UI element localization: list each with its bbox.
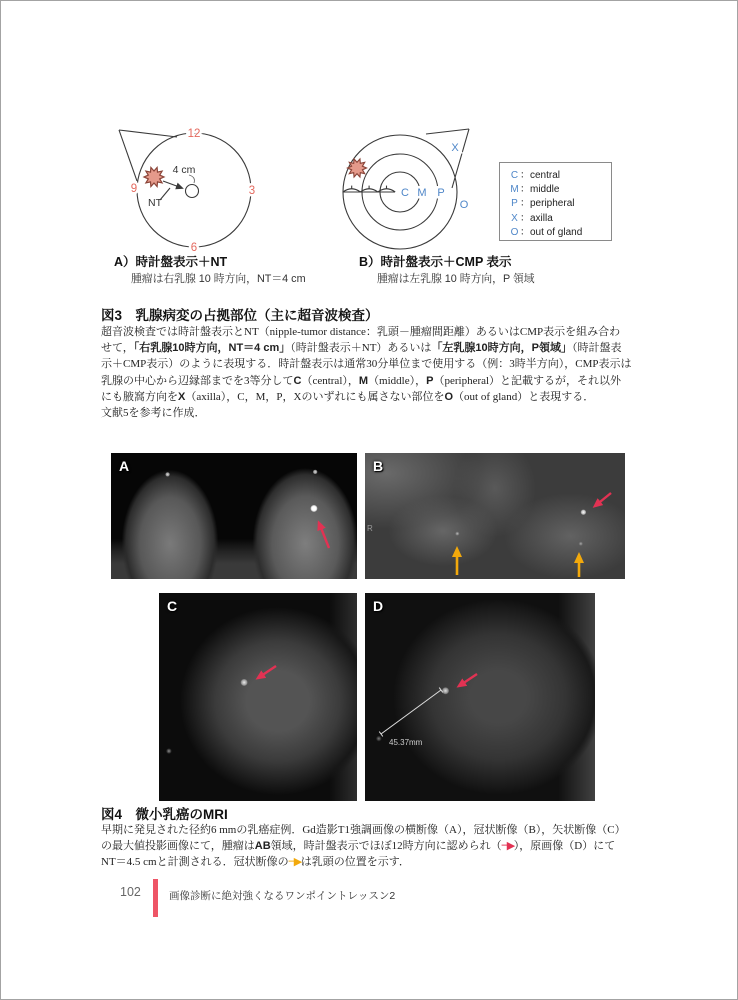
legend-item: [509, 212, 611, 226]
text-segment: は乳頭の位置を示す．: [300, 856, 410, 869]
mri-panel-d-overlay: [365, 593, 595, 801]
right-side-marker: R: [367, 524, 373, 533]
text-segment: せて，: [101, 342, 134, 355]
distance-leader-line: [189, 175, 194, 183]
red-arrow-icon: [258, 666, 276, 678]
zone-c-label: C: [401, 187, 409, 199]
text-segment: にも腋窩方向を: [101, 390, 178, 403]
legend-sep: ：: [520, 184, 530, 196]
text-segment: ），原画像（D）にて: [513, 840, 616, 853]
axilla-tail-line: [452, 129, 469, 188]
text-segment: NT＝4.5 cmと計測される．冠状断像の: [101, 856, 289, 869]
tumor-star-icon: [144, 168, 164, 187]
zone-x-label: X: [451, 142, 459, 154]
axilla-tail-line: [119, 130, 177, 137]
legend-sep: ：: [520, 212, 530, 224]
figure4-body-line: [101, 854, 646, 870]
axilla-tail-line: [119, 130, 137, 181]
figure3-body-line: [101, 373, 646, 389]
inline-arrow-icon: ─▶: [288, 855, 301, 869]
text-segment: 乳腺の中心から辺縁部までを3等分して: [101, 374, 294, 387]
diagram-b-subcaption: 腫瘤は左乳腺 10 時方向，P 領域: [377, 273, 535, 285]
text-segment: （時計盤表: [572, 342, 622, 355]
nt-label: NT: [148, 197, 162, 209]
figure3-body-line: [101, 340, 646, 356]
distance-label: 4 cm: [172, 164, 196, 176]
panel-label-b: B: [373, 458, 384, 474]
text-segment: 文献5を参考に作成．: [101, 406, 206, 419]
figure3-body: [101, 324, 646, 421]
clock-6-label: 6: [190, 242, 198, 254]
legend-desc: central: [530, 170, 561, 181]
legend-item: [509, 183, 611, 197]
cmp-legend: [499, 162, 612, 241]
mri-panel-c: [159, 593, 357, 801]
legend-key: X: [511, 212, 518, 224]
nt-leader-line: [160, 188, 170, 200]
legend-sep: ：: [520, 198, 530, 210]
panel-label-c: C: [167, 598, 178, 614]
text-segment: P: [426, 374, 434, 387]
figure4-body-line: [101, 838, 646, 854]
nt-distance-line: [163, 181, 182, 188]
measurement-label: 45.37mm: [389, 738, 423, 747]
zone-m-label: M: [417, 187, 427, 199]
legend-item: [509, 169, 611, 183]
text-segment: C: [293, 374, 302, 387]
text-segment: 示＋CMP表示）のように表現する．時計盤表示は通常30分単位まで使用する（例：3時半方向），CMP表示は: [101, 358, 632, 371]
nipple-circle: [186, 185, 199, 198]
legend-sep: ：: [520, 170, 530, 181]
legend-item: [509, 226, 611, 240]
figure4-body: [101, 822, 646, 871]
panel-label-d: D: [373, 598, 384, 614]
legend-desc: out of gland: [530, 226, 583, 238]
text-segment: 「左乳腺10時方向，P領域」: [431, 342, 573, 355]
diagram-a-caption: A）時計盤表示＋NT: [114, 255, 228, 269]
text-segment: （axilla），C，M，P，Xのいずれにも属さない部位を: [185, 390, 445, 403]
mri-panel-b-overlay: [365, 453, 625, 579]
footer-book-title: 画像診断に絶対強くなるワンポイントレッスン2: [169, 890, 396, 902]
mri-panel-a-overlay: [111, 453, 357, 579]
text-segment: 「右乳腺10時方向，NT＝4 cm」: [133, 342, 291, 355]
measurement-end-tick: [379, 732, 383, 737]
legend-sep: ：: [520, 226, 530, 238]
diagram-b-caption: B）時計盤表示＋CMP 表示: [359, 255, 512, 269]
figure3-body-line: [101, 389, 646, 405]
text-segment: （peripheral）と記載するが，それ以外: [433, 374, 622, 387]
legend-desc: axilla: [530, 212, 553, 224]
panel-label-a: A: [119, 458, 130, 474]
red-arrow-icon: [595, 493, 611, 506]
measurement-line: [381, 690, 441, 734]
text-segment: の最大値投影画像にて，腫瘤は: [101, 840, 255, 853]
text-segment: （時計盤表示＋NT）あるいは: [290, 342, 432, 355]
figure3-body-line: [101, 324, 646, 340]
inline-arrow-icon: ─▶: [501, 839, 514, 853]
mri-panel-a: [111, 453, 357, 579]
tumor-star-icon: [348, 159, 367, 177]
text-segment: （out of gland）と表現する．: [453, 390, 595, 403]
legend-desc: peripheral: [530, 198, 575, 210]
zone-o-label: O: [459, 199, 469, 211]
text-segment: （central），: [301, 374, 359, 387]
zone-p-label: P: [437, 187, 445, 199]
clock-9-label: 9: [130, 183, 138, 195]
figure3-body-line: [101, 405, 646, 421]
legend-key: P: [511, 198, 518, 210]
figure3-heading: 図3 乳腺病変の占拠部位（主に超音波検査）: [101, 308, 379, 323]
text-segment: （middle），: [368, 374, 427, 387]
figure3-body-line: [101, 356, 646, 372]
legend-desc: middle: [530, 184, 560, 196]
legend-key: M: [510, 184, 519, 196]
legend-key: C: [510, 170, 519, 181]
text-segment: M: [358, 374, 369, 387]
measurement-end-tick: [439, 688, 443, 693]
text-segment: 超音波検査では時計盤表示とNT（nipple-tumor distance：乳頭－腫瘤間距離）あるいはCMP表示を組み合わ: [101, 326, 621, 338]
diagram-clockface-cmp: [331, 111, 481, 256]
axilla-tail-line: [426, 129, 469, 134]
text-segment: 早期に発見された径約6 mmの乳癌症例．Gd造影T1強調画像の横断像（A），冠状断像（B），矢状断像（C）: [101, 824, 626, 836]
mri-panel-b: [365, 453, 625, 579]
text-segment: O: [444, 390, 454, 403]
figure4-heading: 図4 微小乳癌のMRI: [101, 807, 228, 822]
diagram-a-subcaption: 腫瘤は右乳腺 10 時方向，NT＝4 cm: [131, 273, 306, 285]
legend-item: [509, 197, 611, 211]
red-arrow-icon: [319, 523, 329, 548]
clock-12-label: 12: [187, 128, 201, 140]
footer-accent-bar: [153, 879, 158, 917]
legend-key: O: [510, 226, 519, 238]
mri-panel-d: [365, 593, 595, 801]
text-segment: 領域，時計盤表示でほぼ12時方向に認められ（: [270, 840, 502, 853]
mri-panel-c-overlay: [159, 593, 357, 801]
text-segment: X: [178, 390, 186, 403]
figure4-body-line: [101, 822, 646, 838]
text-segment: AB: [254, 840, 271, 853]
page-number: 102: [120, 885, 141, 899]
clock-3-label: 3: [248, 185, 256, 197]
red-arrow-icon: [459, 674, 477, 686]
diagram-clockface-nt: [91, 111, 271, 256]
